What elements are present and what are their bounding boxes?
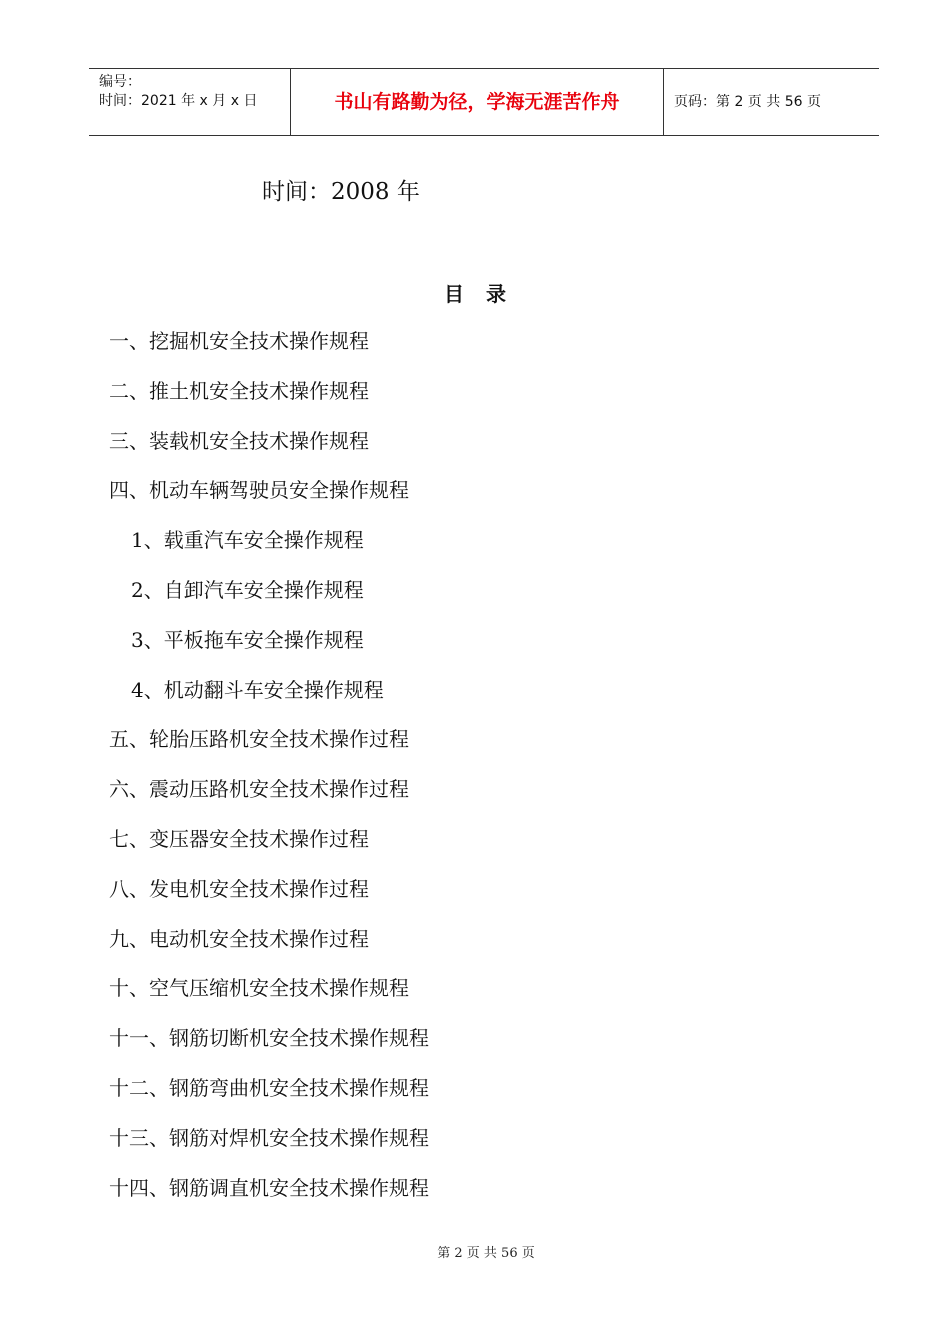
header-meta: [99, 73, 257, 111]
toc-item: 十一、钢筋切断机安全技术操作规程: [109, 1026, 429, 1051]
toc-subitem: 1、载重汽车安全操作规程: [131, 528, 364, 553]
toc-item: 十、空气压缩机安全技术操作规程: [109, 976, 409, 1001]
toc-item: 三、装载机安全技术操作规程: [109, 428, 369, 453]
toc-subitem: 3、平板拖车安全操作规程: [131, 627, 364, 652]
toc-item: 十三、钢筋对焊机安全技术操作规程: [109, 1125, 429, 1150]
header-time: 时间：2021 年 x 月 x 日: [99, 93, 258, 109]
toc-item: 九、电动机安全技术操作过程: [109, 926, 369, 951]
toc-item: 十四、钢筋调直机安全技术操作规程: [109, 1175, 429, 1200]
toc-title: 目录: [444, 282, 528, 306]
header-page-info: 页码：第 2 页 共 56 页: [674, 94, 821, 110]
toc-item: 五、轮胎压路机安全技术操作过程: [109, 727, 409, 752]
toc-item: 七、变压器安全技术操作过程: [109, 826, 369, 851]
toc-item: 八、发电机安全技术操作过程: [109, 876, 369, 901]
toc-item: 四、机动车辆驾驶员安全操作规程: [109, 478, 409, 503]
table-of-contents: [0, 323, 950, 1219]
header-motto: 书山有路勤为径，学海无涯苦作舟: [334, 91, 620, 113]
toc-subitem: 4、机动翻斗车安全操作规程: [131, 677, 384, 702]
document-date: 时间：2008 年: [262, 179, 420, 205]
header-divider: [663, 69, 664, 135]
page-footer: 第 2 页 共 56 页: [437, 1246, 535, 1261]
serial-number-label: 编号：: [99, 74, 141, 90]
toc-subitem: 2、自卸汽车安全操作规程: [131, 577, 364, 602]
toc-item: 十二、钢筋弯曲机安全技术操作规程: [109, 1075, 429, 1100]
page-header: [89, 68, 879, 136]
toc-item: 二、推土机安全技术操作规程: [109, 378, 369, 403]
toc-item: 一、挖掘机安全技术操作规程: [109, 329, 369, 353]
toc-item: 六、震动压路机安全技术操作过程: [109, 777, 409, 802]
